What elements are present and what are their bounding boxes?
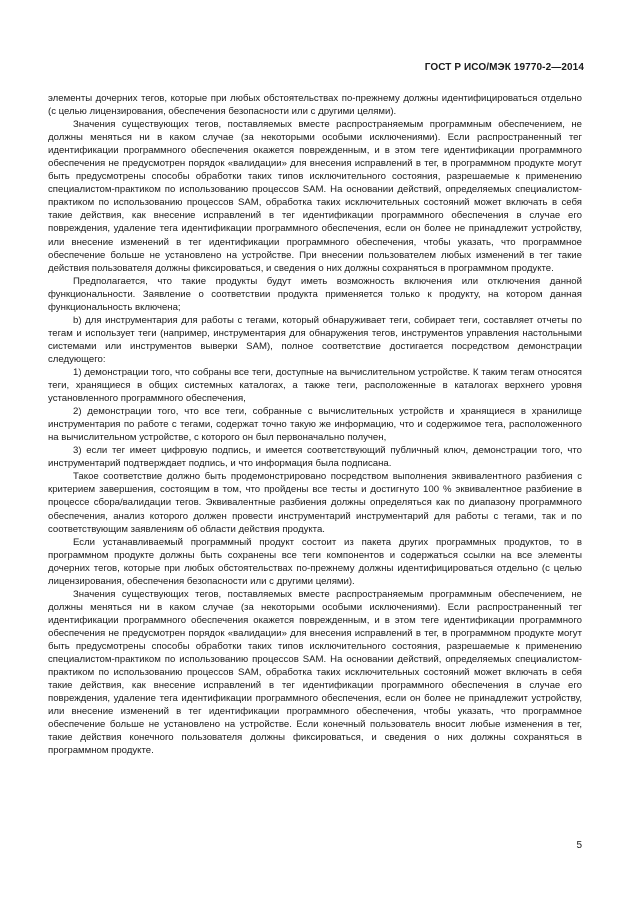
- list-subitem-1: 1) демонстрации того, что собраны все теги, доступные на вычислительном устройстве. К таким тегам относятся теги, хранящиеся в общих системных каталогах, а также теги, расположенные в каталогах верхнего уровня установленного программного обеспечения,: [48, 366, 582, 405]
- list-subitem-2: 2) демонстрации того, что все теги, собранные с вычислительных устройств и хранящиеся в хранилище инструментария по работе с тегами, содержат точно такую же информацию, что и содержимое тега, расположенного на вычислительном устройстве, с которого он был первоначально получен,: [48, 406, 582, 444]
- list-item-b: b) для инструментария для работы с тегами, который обнаруживает теги, собирает теги, составляет отчеты по тегам и использует теги (например, инструментария для обнаружения тегов, инструментов управления настольными системами или инструментов выверки SAM), полное соответствие достигается посредством демонстрации следующего:: [48, 314, 582, 365]
- paragraph: Значения существующих тегов, поставляемых вместе распространяемым программным обеспечением, не должны меняться ни в каком случае (за некоторыми особыми исключениями). Если распространенный тег идентификации программного обеспечения окажется поврежденным, и в этом теге идентификации программного обеспечения не предусмотрен порядок «валидации» для внесения исправлений в тег, в программном продукте могут быть предусмотрены способы обработки таких типов исключительного состояния, разрешаемые к применению специалистом-практиком по использованию процессов SAM. На основании действий, определяемых специалистом-практиком по использованию процессов SAM, обработка таких исключительных состояний может включать в себя такие действия, как внесение исправлений в тег идентификации программного обеспечения в случае его повреждения, удаление тега идентификации программного обеспечения, если он более не принадлежит устройству, или внесение изменений в тег идентификации программного обеспечения, чтобы указать, что программное обеспечение больше не установлено на устройстве. Если конечный пользователь вносит любые изменения в тег, такие действия конечного пользователя должны фиксироваться, и сведения о них должны сохраняться в программном продукте.: [48, 588, 582, 757]
- document-body: [48, 92, 582, 757]
- paragraph: Такое соответствие должно быть продемонстрировано посредством выполнения эквивалентного разбиения с критерием завершения, состоящим в том, что пройдены все тесты и достигнуто 100 % эквивалентное разбиение в процессе сбора/валидации тегов. Эквивалентные разбиения должны определяться как по диапазону программного обеспечения, анализ которого должен провести инструментарий инструментарий для работы с тегами, так и по соответствующим заявлениям об области действия продукта.: [48, 471, 582, 535]
- paragraph: Если устанавливаемый программный продукт состоит из пакета других программных продуктов, то в программном продукте должны быть сохранены все теги компонентов и содержаться ссылки на все элементы дочерних тегов, которые при любых обстоятельствах по-прежнему должны идентифицироваться отдельно (с целью лицензирования, обеспечения безопасности или с другими целями).: [48, 536, 582, 587]
- paragraph: Значения существующих тегов, поставляемых вместе распространяемым программным обеспечением, не должны меняться ни в каком случае (за некоторыми особыми исключениями). Если распространенный тег идентификации программного обеспечения окажется поврежденным, и в этом теге идентификации программного обеспечения не предусмотрен порядок «валидации» для внесения исправлений в тег, в программном продукте могут быть предусмотрены способы обработки таких типов исключительного состояния, разрешаемые к применению специалистом-практиком по использованию процессов SAM. На основании действий, определяемых специалистом-практиком по использованию процессов SAM, обработка таких исключительных состояний может включать в себя такие действия, как внесение исправлений в тег идентификации программного обеспечения в случае его повреждения, удаление тега идентификации программного обеспечения, если он более не принадлежит устройству, или внесение изменений в тег идентификации программного обеспечения, чтобы указать, что программное обеспечение больше не установлено на устройстве. При внесении пользователем любых изменений в тег такие действия пользователя должны фиксироваться, и сведения о них должны сохраняться в программном продукте.: [48, 119, 582, 274]
- document-header: ГОСТ Р ИСО/МЭК 19770-2—2014: [424, 62, 584, 73]
- list-subitem-3: 3) если тег имеет цифровую подпись, и имеется соответствующий публичный ключ, демонстрации того, что инструментарий подтверждает подпись, и что информация была подписана.: [48, 445, 582, 470]
- paragraph: Предполагается, что такие продукты будут иметь возможность включения или отключения данной функциональности. Заявление о соответствии продукта применяется только к продукту, на котором данная функциональность включена;: [48, 275, 582, 313]
- page-number: 5: [576, 840, 582, 851]
- paragraph-continuation: элементы дочерних тегов, которые при любых обстоятельствах по-прежнему должны идентифицироваться отдельно (с целью лицензирования, обеспечения безопасности или с другими целями).: [48, 93, 582, 118]
